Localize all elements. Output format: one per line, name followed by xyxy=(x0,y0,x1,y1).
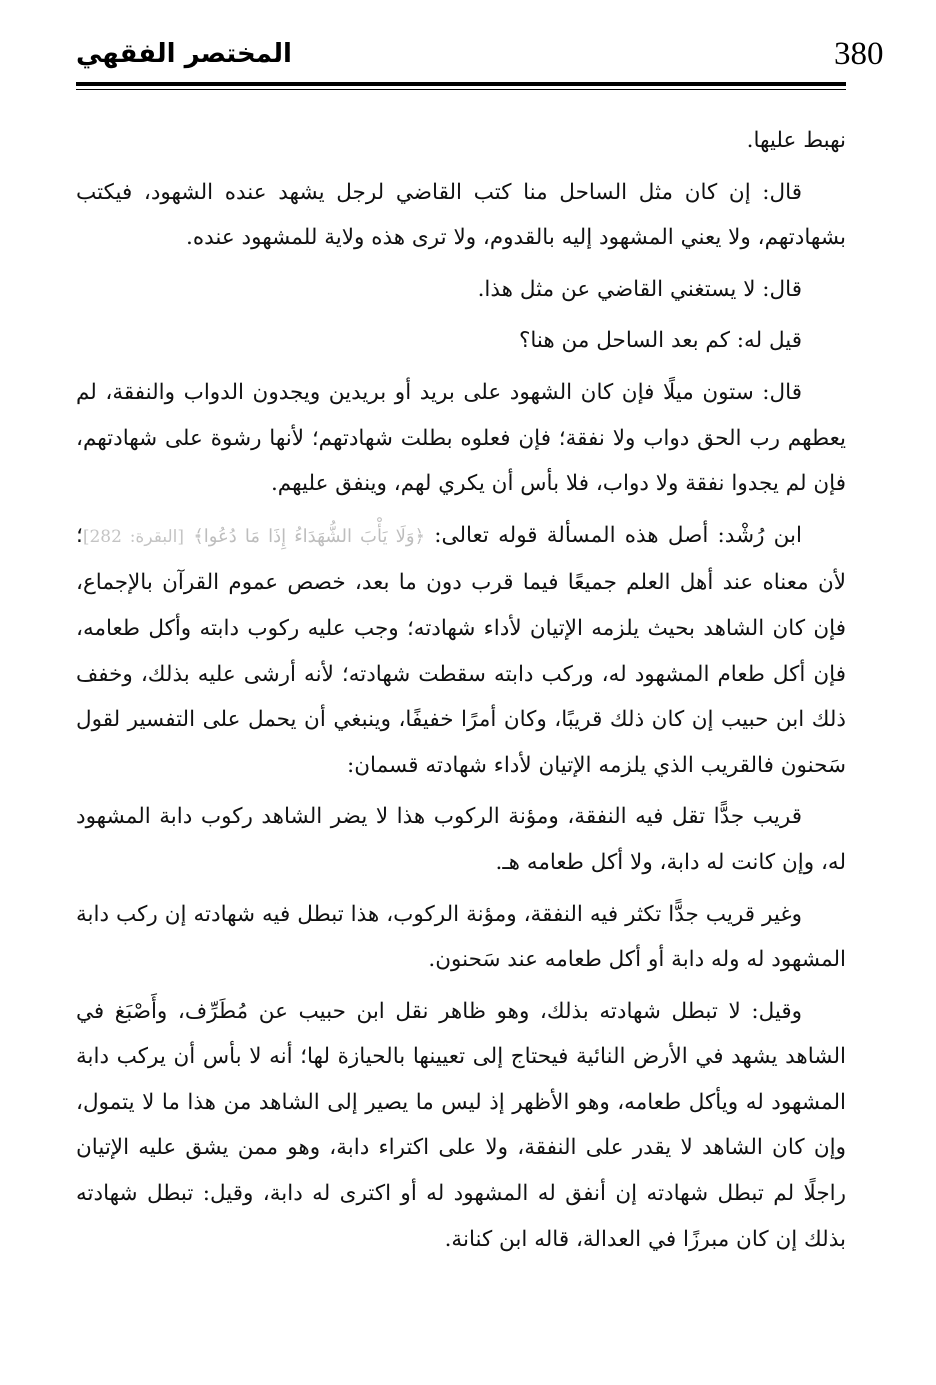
header-rule-thin xyxy=(76,89,846,90)
page-header xyxy=(76,28,884,90)
quran-verse: ﴿وَلَا يَأْبَ الشُّهَدَاءُ إِذَا مَا دُعُوا﴾ xyxy=(193,525,426,547)
paragraph-8: وغير قريب جدًّا تكثر فيه النفقة، ومؤنة الركوب، هذا تبطل فيه شهادته إن ركب دابة المشهود له وله دابة أو أكل طعامه عند سَحنون. xyxy=(76,901,846,973)
page-number: 380 xyxy=(834,36,884,72)
header-rule-thick xyxy=(76,82,846,86)
book-title: المختصر الفقهي xyxy=(76,39,292,69)
paragraph-5: قال: ستون ميلًا فإن كان الشهود على بريد أو بريدين ويجدون الدواب والنفقة، لم يعطهم رب الحق دواب ولا نفقة؛ فإن فعلوه بطلت شهادتهم؛ لأنها رشوة على شهادتهم، فإن لم يجدوا نفقة ولا دواب، فلا بأس أن يكري لهم، وينفق عليهم. xyxy=(76,379,846,497)
paragraph-2: قال: إن كان مثل الساحل منا كتب القاضي لرجل يشهد عنده الشهود، فيكتب بشهادتهم، ولا يعني المشهود إليه بالقدوم، ولا ترى هذه ولاية للمشهود عنده. xyxy=(76,179,846,251)
paragraph-6-start: ابن رُشْد: أصل هذه المسألة قوله تعالى: xyxy=(425,522,802,548)
paragraph-6-end: ؛ لأن معناه عند أهل العلم جميعًا فيما قرب دون ما بعد، خصص عموم القرآن بالإجماع، فإن كان الشاهد بحيث يلزمه الإتيان لأداء شهادته؛ وجب عليه ركوب دابته وأكل طعامه، فإن أكل طعام المشهود له، وركب دابته سقطت شهادته؛ لأنه أرشى عليه بذلك، وخفف ذلك ابن حبيب إن كان ذلك قريبًا، وكان أمرًا خفيفًا، وينبغي أن يحمل على التفسير لقول سَحنون فالقريب الذي يلزمه الإتيان لأداء شهادته قسمان: xyxy=(76,522,846,778)
paragraph-4: قيل له: كم بعد الساحل من هنا؟ xyxy=(518,328,802,354)
paragraph-3: قال: لا يستغني القاضي عن مثل هذا. xyxy=(477,276,802,302)
page-body xyxy=(76,118,846,1268)
paragraph-9: وقيل: لا تبطل شهادته بذلك، وهو ظاهر نقل ابن حبيب عن مُطَرِّف، وأَصْبَغ في الشاهد يشهد في الأرض النائية فيحتاج إلى تعيينها بالحيازة لها؛ أنه لا بأس أن يركب دابة المشهود له ويأكل طعامه، وهو الأظهر إذ ليس ما يصير إلى الشاهد من هذا ما لا يتمول، وإن كان الشاهد لا يقدر على النفقة، ولا على اكتراء دابة، وهو ممن يشق عليه الإتيان راجلًا لم تبطل شهادته إن أنفق له المشهود له أو اكترى له دابة، وقيل: تبطل شهادته بذلك إن كان مبرزًا في العدالة، قاله ابن كنانة. xyxy=(76,998,846,1252)
paragraph-1: نهبط عليها. xyxy=(746,128,846,153)
paragraph-6 xyxy=(76,513,846,789)
quran-reference: [البقرة: 282] xyxy=(82,526,184,547)
paragraph-7: قريب جدًّا تقل فيه النفقة، ومؤنة الركوب هذا لا يضر الشاهد ركوب دابة المشهود له، وإن كانت له دابة، ولا أكل طعامه هـ. xyxy=(76,804,846,875)
